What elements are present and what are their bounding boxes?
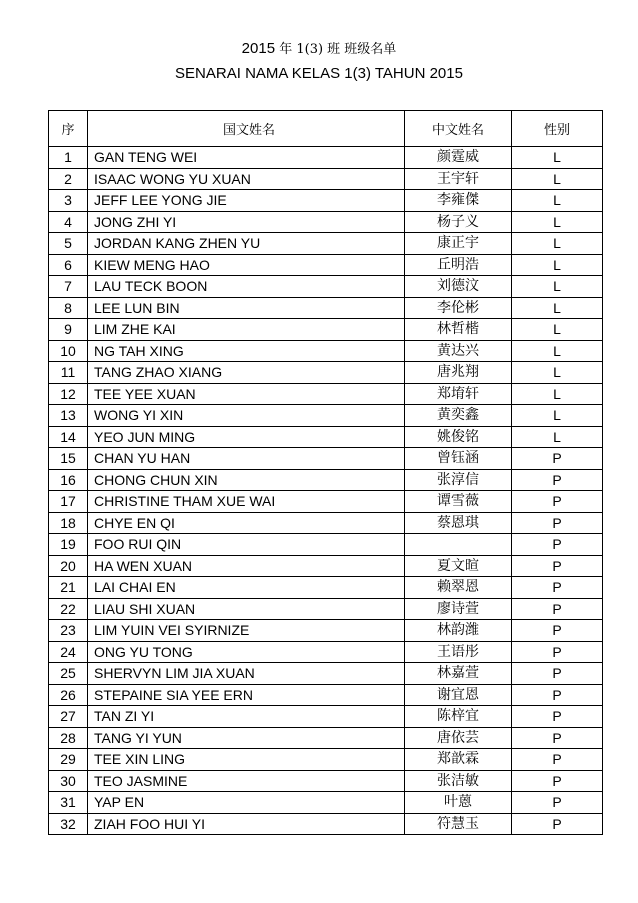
student-gender: P <box>512 706 603 728</box>
row-number: 11 <box>49 362 88 384</box>
row-number: 29 <box>49 749 88 771</box>
row-number: 26 <box>49 684 88 706</box>
student-name: LEE LUN BIN <box>88 297 405 319</box>
student-name: TANG ZHAO XIANG <box>88 362 405 384</box>
table-row <box>49 168 603 190</box>
document-title-malay: SENARAI NAMA KELAS 1(3) TAHUN 2015 <box>175 65 463 82</box>
table-row <box>49 276 603 298</box>
header-number: 序 <box>49 111 88 147</box>
student-name: CHYE EN QI <box>88 512 405 534</box>
row-number: 23 <box>49 620 88 642</box>
student-gender: P <box>512 813 603 835</box>
student-chinese-name: 黄奕鑫 <box>405 405 512 427</box>
row-number: 12 <box>49 383 88 405</box>
student-chinese-name: 杨子义 <box>405 211 512 233</box>
student-name: JEFF LEE YONG JIE <box>88 190 405 212</box>
student-name: TEE YEE XUAN <box>88 383 405 405</box>
student-name: LAI CHAI EN <box>88 577 405 599</box>
row-number: 30 <box>49 770 88 792</box>
table-row <box>49 340 603 362</box>
row-number: 2 <box>49 168 88 190</box>
student-name: FOO RUI QIN <box>88 534 405 556</box>
table-row <box>49 598 603 620</box>
student-chinese-name: 符慧玉 <box>405 813 512 835</box>
title-chinese-text: 年 1(3) 班 班级名单 <box>279 42 397 57</box>
row-number: 19 <box>49 534 88 556</box>
table-row <box>49 512 603 534</box>
student-name: JORDAN KANG ZHEN YU <box>88 233 405 255</box>
student-name: LIM YUIN VEI SYIRNIZE <box>88 620 405 642</box>
student-gender: L <box>512 254 603 276</box>
student-chinese-name: 谢宜恩 <box>405 684 512 706</box>
student-name: LIM ZHE KAI <box>88 319 405 341</box>
student-chinese-name: 丘明浩 <box>405 254 512 276</box>
row-number: 17 <box>49 491 88 513</box>
row-number: 21 <box>49 577 88 599</box>
table-row <box>49 577 603 599</box>
student-gender: P <box>512 749 603 771</box>
student-name: TANG YI YUN <box>88 727 405 749</box>
row-number: 7 <box>49 276 88 298</box>
table-row <box>49 620 603 642</box>
header-gender: 性别 <box>512 111 603 147</box>
student-chinese-name: 林嘉萱 <box>405 663 512 685</box>
row-number: 10 <box>49 340 88 362</box>
student-name: SHERVYN LIM JIA XUAN <box>88 663 405 685</box>
student-chinese-name: 张洁敏 <box>405 770 512 792</box>
row-number: 1 <box>49 147 88 169</box>
student-chinese-name: 唐依芸 <box>405 727 512 749</box>
student-gender: P <box>512 534 603 556</box>
student-gender: P <box>512 577 603 599</box>
student-gender: P <box>512 792 603 814</box>
title-year: 2015 <box>241 40 276 57</box>
row-number: 5 <box>49 233 88 255</box>
table-row <box>49 297 603 319</box>
table-row <box>49 491 603 513</box>
student-name: TEE XIN LING <box>88 749 405 771</box>
student-gender: P <box>512 727 603 749</box>
student-name: CHONG CHUN XIN <box>88 469 405 491</box>
student-chinese-name: 姚俊铭 <box>405 426 512 448</box>
student-chinese-name: 刘德汶 <box>405 276 512 298</box>
table-row <box>49 706 603 728</box>
table-row <box>49 663 603 685</box>
table-row <box>49 319 603 341</box>
student-chinese-name: 郑堉轩 <box>405 383 512 405</box>
row-number: 15 <box>49 448 88 470</box>
student-name: CHRISTINE THAM XUE WAI <box>88 491 405 513</box>
student-name: WONG YI XIN <box>88 405 405 427</box>
row-number: 9 <box>49 319 88 341</box>
row-number: 4 <box>49 211 88 233</box>
student-chinese-name: 王宇轩 <box>405 168 512 190</box>
row-number: 27 <box>49 706 88 728</box>
table-row <box>49 792 603 814</box>
student-name: LIAU SHI XUAN <box>88 598 405 620</box>
student-chinese-name <box>405 534 512 556</box>
row-number: 31 <box>49 792 88 814</box>
row-number: 22 <box>49 598 88 620</box>
student-chinese-name: 王语彤 <box>405 641 512 663</box>
row-number: 24 <box>49 641 88 663</box>
student-chinese-name: 谭雪薇 <box>405 491 512 513</box>
student-gender: P <box>512 620 603 642</box>
table-header-row <box>49 111 603 147</box>
student-name: YEO JUN MING <box>88 426 405 448</box>
student-chinese-name: 廖诗萱 <box>405 598 512 620</box>
student-gender: L <box>512 147 603 169</box>
student-chinese-name: 颜霆威 <box>405 147 512 169</box>
student-gender: P <box>512 684 603 706</box>
student-chinese-name: 林哲楷 <box>405 319 512 341</box>
student-gender: P <box>512 555 603 577</box>
table-row <box>49 555 603 577</box>
student-chinese-name: 郑歆霖 <box>405 749 512 771</box>
table-row <box>49 641 603 663</box>
student-chinese-name: 赖翠恩 <box>405 577 512 599</box>
student-gender: L <box>512 276 603 298</box>
student-gender: P <box>512 469 603 491</box>
student-gender: L <box>512 211 603 233</box>
table-row <box>49 534 603 556</box>
student-gender: L <box>512 405 603 427</box>
table-row <box>49 147 603 169</box>
table-row <box>49 727 603 749</box>
student-gender: P <box>512 641 603 663</box>
student-gender: L <box>512 426 603 448</box>
student-name: HA WEN XUAN <box>88 555 405 577</box>
row-number: 14 <box>49 426 88 448</box>
row-number: 28 <box>49 727 88 749</box>
table-row <box>49 362 603 384</box>
student-chinese-name: 唐兆翔 <box>405 362 512 384</box>
header-national-name: 国文姓名 <box>88 111 405 147</box>
student-gender: P <box>512 448 603 470</box>
student-chinese-name: 李伦彬 <box>405 297 512 319</box>
row-number: 3 <box>49 190 88 212</box>
row-number: 6 <box>49 254 88 276</box>
student-name: STEPAINE SIA YEE ERN <box>88 684 405 706</box>
table-row <box>49 749 603 771</box>
student-name: GAN TENG WEI <box>88 147 405 169</box>
table-body <box>49 147 603 835</box>
student-chinese-name: 叶蒽 <box>405 792 512 814</box>
row-number: 25 <box>49 663 88 685</box>
table-row <box>49 211 603 233</box>
table-row <box>49 770 603 792</box>
student-name: TEO JASMINE <box>88 770 405 792</box>
document-title-chinese <box>0 38 638 57</box>
student-gender: P <box>512 491 603 513</box>
student-name: KIEW MENG HAO <box>88 254 405 276</box>
student-gender: L <box>512 362 603 384</box>
student-name: YAP EN <box>88 792 405 814</box>
student-gender: L <box>512 168 603 190</box>
student-name: JONG ZHI YI <box>88 211 405 233</box>
row-number: 8 <box>49 297 88 319</box>
student-gender: P <box>512 512 603 534</box>
student-chinese-name: 康正宇 <box>405 233 512 255</box>
student-chinese-name: 蔡恩琪 <box>405 512 512 534</box>
table-row <box>49 469 603 491</box>
student-gender: L <box>512 233 603 255</box>
student-chinese-name: 张淳信 <box>405 469 512 491</box>
table-row <box>49 448 603 470</box>
student-name: TAN ZI YI <box>88 706 405 728</box>
row-number: 16 <box>49 469 88 491</box>
table-row <box>49 233 603 255</box>
student-name: ZIAH FOO HUI YI <box>88 813 405 835</box>
table-row <box>49 684 603 706</box>
table-row <box>49 426 603 448</box>
student-gender: P <box>512 663 603 685</box>
row-number: 20 <box>49 555 88 577</box>
row-number: 18 <box>49 512 88 534</box>
student-chinese-name: 黄达兴 <box>405 340 512 362</box>
table-row <box>49 405 603 427</box>
student-name: LAU TECK BOON <box>88 276 405 298</box>
table-row <box>49 813 603 835</box>
student-gender: L <box>512 340 603 362</box>
student-chinese-name: 林韵潍 <box>405 620 512 642</box>
student-gender: P <box>512 770 603 792</box>
student-gender: P <box>512 598 603 620</box>
student-name: CHAN YU HAN <box>88 448 405 470</box>
student-gender: L <box>512 319 603 341</box>
student-name: NG TAH XING <box>88 340 405 362</box>
student-gender: L <box>512 190 603 212</box>
student-chinese-name: 夏文暄 <box>405 555 512 577</box>
table-row <box>49 383 603 405</box>
student-chinese-name: 陈梓宜 <box>405 706 512 728</box>
header-chinese-name: 中文姓名 <box>405 111 512 147</box>
student-chinese-name: 曾钰涵 <box>405 448 512 470</box>
student-chinese-name: 李雍傑 <box>405 190 512 212</box>
row-number: 32 <box>49 813 88 835</box>
student-gender: L <box>512 297 603 319</box>
student-name: ONG YU TONG <box>88 641 405 663</box>
class-roster-table <box>48 110 603 835</box>
student-gender: L <box>512 383 603 405</box>
table-row <box>49 254 603 276</box>
row-number: 13 <box>49 405 88 427</box>
student-name: ISAAC WONG YU XUAN <box>88 168 405 190</box>
table-row <box>49 190 603 212</box>
